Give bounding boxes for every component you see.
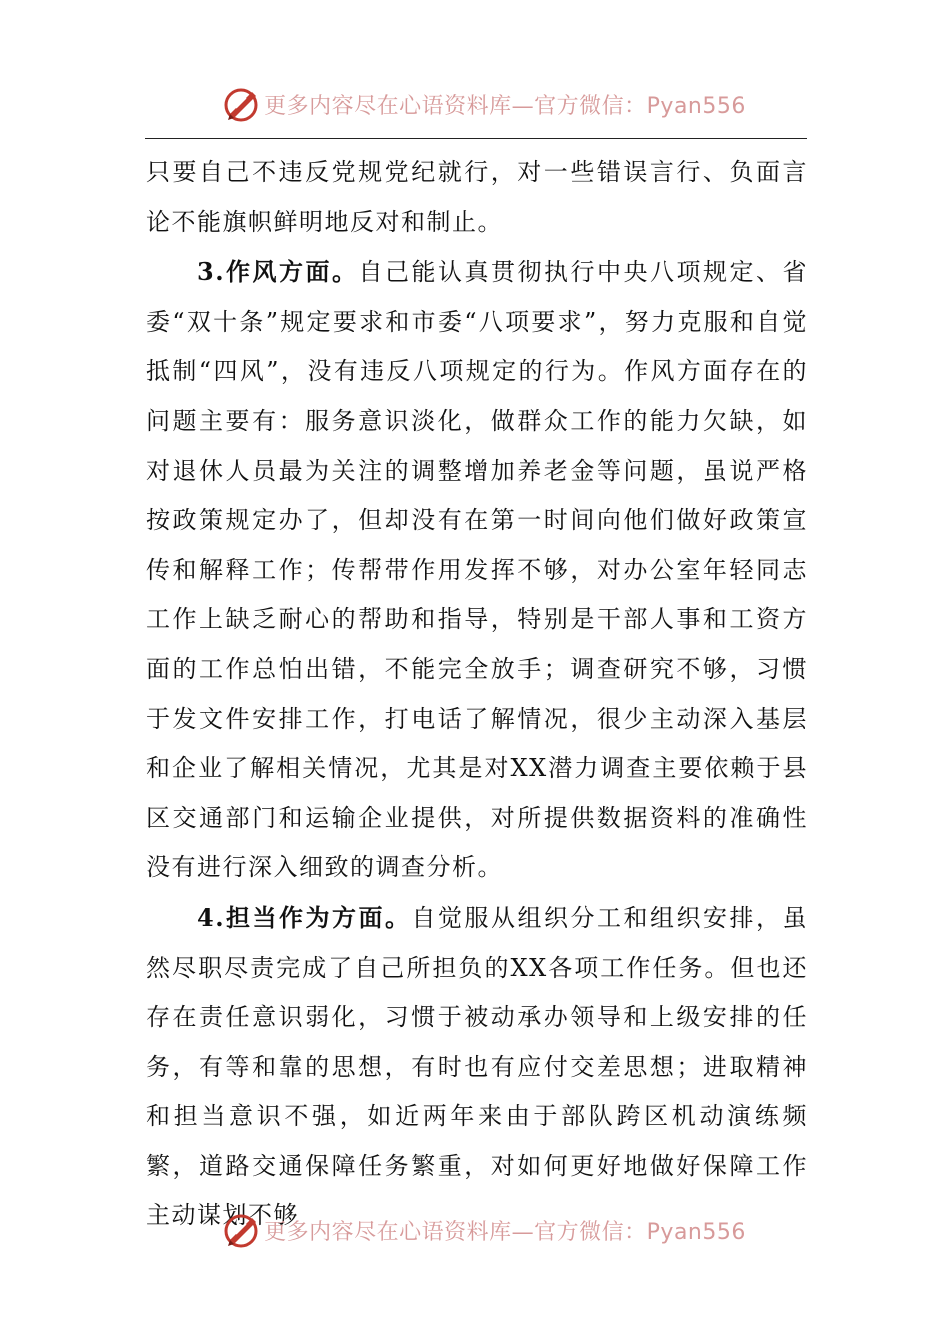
header-divider	[145, 138, 807, 139]
paragraph-responsibility	[146, 893, 808, 1241]
document-body	[146, 148, 808, 1241]
footer-wechat-id: Pyan556	[646, 1219, 746, 1245]
paragraph-text: 自觉服从组织分工和组织安排，虽然尽职尽责完成了自己所担负的XX各项工作任务。但也还存在责任意识弱化，习惯于被动承办领导和上级安排的任务，有等和靠的思想，有时也有应付交差思想；进取精神和担当意识不强，如近两年来由于部队跨区机动演练频繁，道路交通保障任务繁重，对如何更好地做好保障工作主动谋划不够	[146, 903, 809, 1230]
paragraph-text: 只要自己不违反党规党纪就行，对一些错误言行、负面言论不能旗帜鲜明地反对和制止。	[146, 158, 808, 236]
paragraph-continuation	[146, 148, 808, 247]
pen-logo-icon	[222, 1210, 262, 1250]
pen-logo-icon	[222, 84, 262, 124]
footer-banner-content	[222, 1210, 746, 1250]
header-banner-content	[222, 84, 746, 124]
header-banner	[0, 82, 950, 126]
header-wechat-id: Pyan556	[646, 93, 746, 119]
paragraph-text: 自己能认真贯彻执行中央八项规定、省委“双十条”规定要求和市委“八项要求”，努力克服和自觉抵制“四风”，没有违反八项规定的行为。作风方面存在的问题主要有：服务意识淡化，做群众工作的能力欠缺，如对退休人员最为关注的调整增加养老金等问题，虽说严格按政策规定办了，但却没有在第一时间向他们做好政策宣传和解释工作；传帮带作用发挥不够，对办公室年轻同志工作上缺乏耐心的帮助和指导，特别是干部人事和工资方面的工作总怕出错，不能完全放手；调查研究不够，习惯于发文件安排工作，打电话了解情况，很少主动深入基层和企业了解相关情况，尤其是对XX潜力调查主要依赖于县区交通部门和运输企业提供，对所提供数据资料的准确性没有进行深入细致的调查分析。	[146, 258, 809, 882]
paragraph-heading: 3.作风方面。	[197, 257, 359, 287]
paragraph-work-style	[146, 247, 808, 893]
footer-banner	[0, 1208, 950, 1252]
header-banner-text: 更多内容尽在心语资料库—官方微信：Pyan556	[264, 93, 746, 119]
paragraph-heading: 4.担当作为方面。	[197, 902, 412, 932]
footer-banner-text: 更多内容尽在心语资料库—官方微信：Pyan556	[264, 1219, 746, 1245]
